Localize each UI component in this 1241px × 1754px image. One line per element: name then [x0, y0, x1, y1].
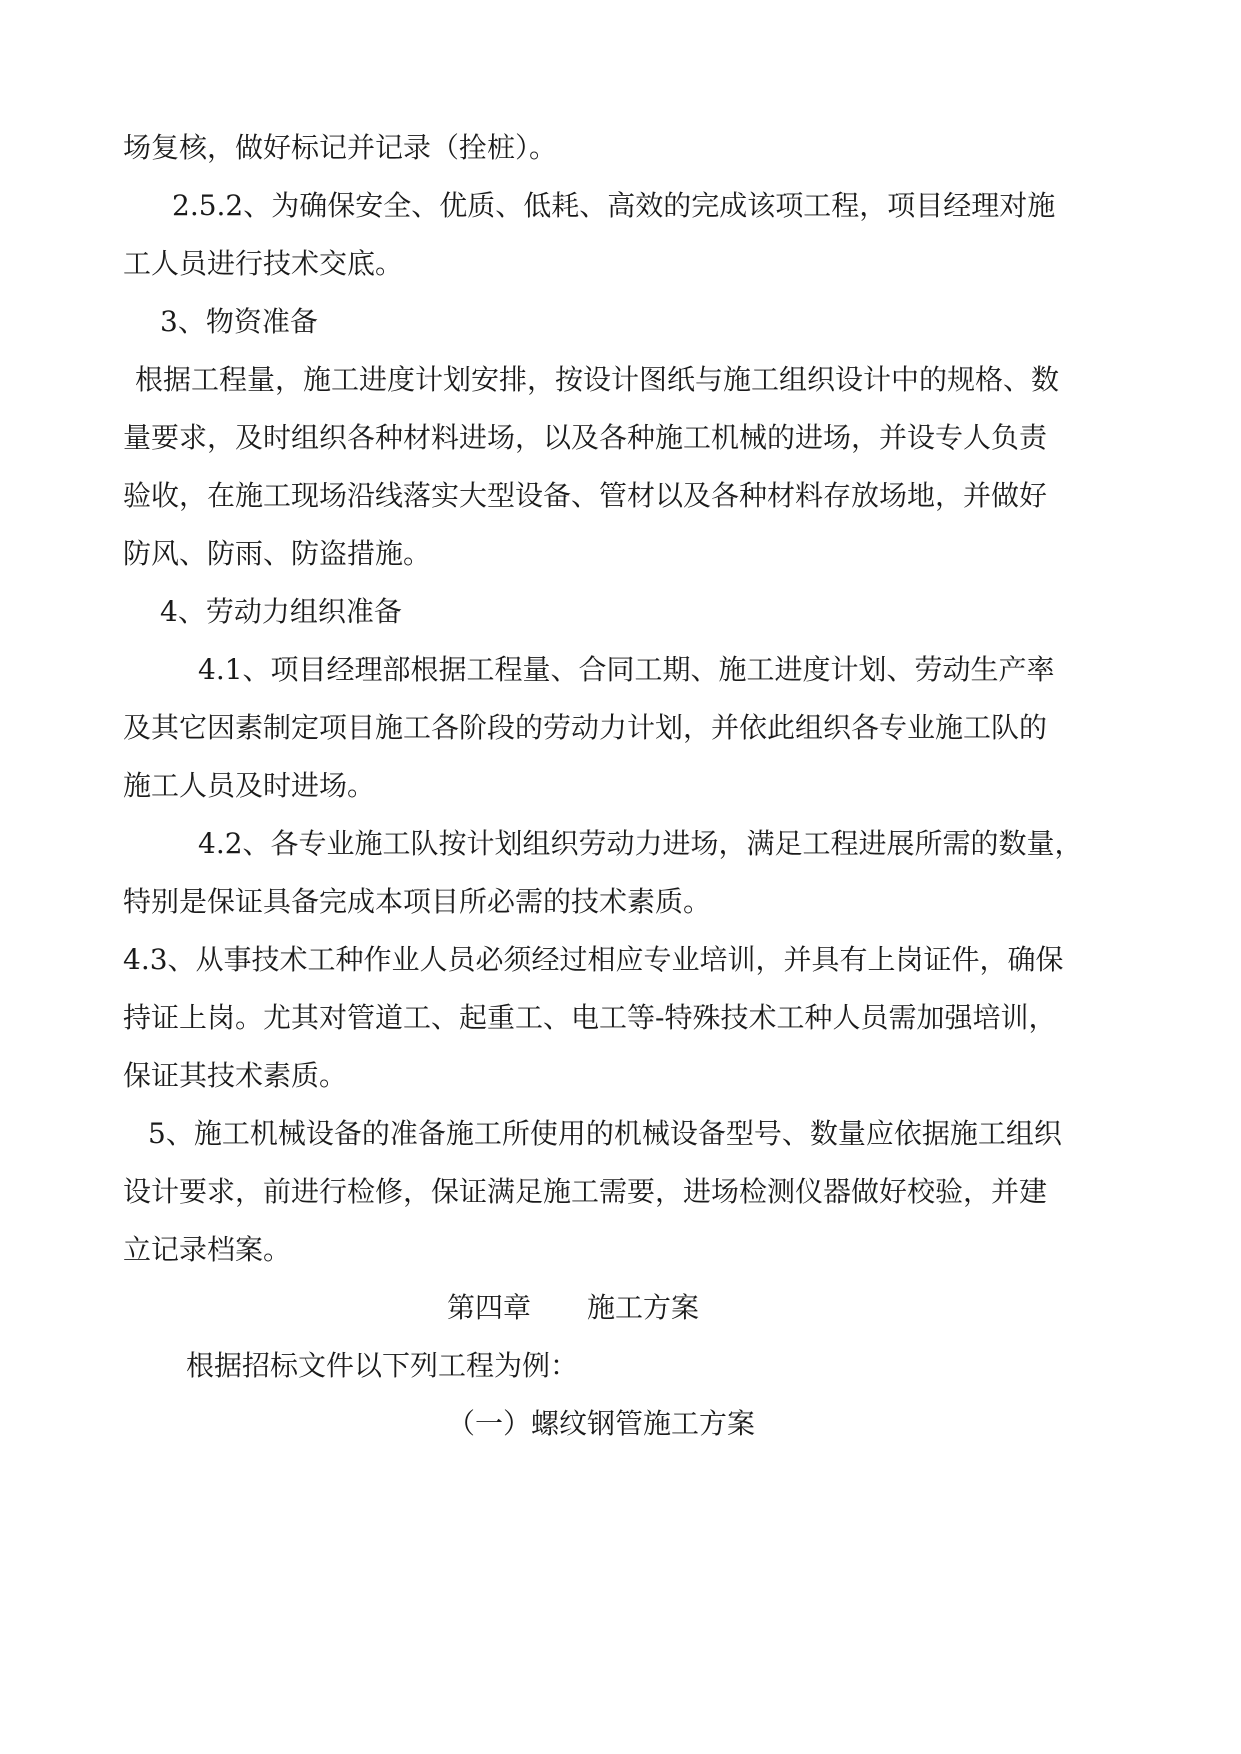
text-line-6: 量要求，及时组织各种材料进场，以及各种施工机械的进场，并设专人负责 [123, 421, 1048, 454]
text-line-3: 工人员进行技术交底。 [123, 247, 404, 280]
section-heading-5: 5、施工机械设备的准备施工所使用的机械设备型号、数量应依据施工组织 [148, 1117, 1062, 1150]
text-line-1: 场复核，做好标记并记录（拴桩）。 [123, 131, 558, 164]
section-heading-3: 3、物资准备 [160, 305, 318, 338]
text-line-19: 设计要求，前进行检修，保证满足施工需要，进场检测仪器做好校验，并建 [123, 1175, 1048, 1208]
section-heading-4: 4、劳动力组织准备 [160, 595, 402, 628]
text-line-13: 4.2、各专业施工队按计划组织劳动力进场，满足工程进展所需的数量， [198, 827, 1083, 860]
text-line-11: 及其它因素制定项目施工各阶段的劳动力计划，并依此组织各专业施工队的 [123, 711, 1048, 744]
text-line-2: 2.5.2、为确保安全、优质、低耗、高效的完成该项工程，项目经理对施 [172, 189, 1056, 222]
text-line-22: 根据招标文件以下列工程为例： [186, 1349, 579, 1382]
text-line-7: 验收，在施工现场沿线落实大型设备、管材以及各种材料存放场地，并做好 [123, 479, 1048, 512]
text-line-20: 立记录档案。 [123, 1233, 292, 1266]
text-line-14: 特别是保证具备完成本项目所必需的技术素质。 [123, 885, 712, 918]
text-line-17: 保证其技术素质。 [123, 1059, 348, 1092]
chapter-title: 第四章 施工方案 [447, 1291, 700, 1324]
text-line-8: 防风、防雨、防盗措施。 [123, 537, 432, 570]
text-line-10: 4.1、项目经理部根据工程量、合同工期、施工进度计划、劳动生产率 [198, 653, 1055, 686]
text-line-12: 施工人员及时进场。 [123, 769, 376, 802]
text-line-16: 持证上岗。尤其对管道工、起重工、电工等-特殊技术工种人员需加强培训， [123, 1001, 1057, 1034]
subsection-title: （一）螺纹钢管施工方案 [447, 1407, 756, 1440]
text-line-5: 根据工程量，施工进度计划安排，按设计图纸与施工组织设计中的规格、数 [135, 363, 1060, 396]
text-line-15: 4.3、从事技术工种作业人员必须经过相应专业培训，并具有上岗证件，确保 [123, 943, 1064, 976]
